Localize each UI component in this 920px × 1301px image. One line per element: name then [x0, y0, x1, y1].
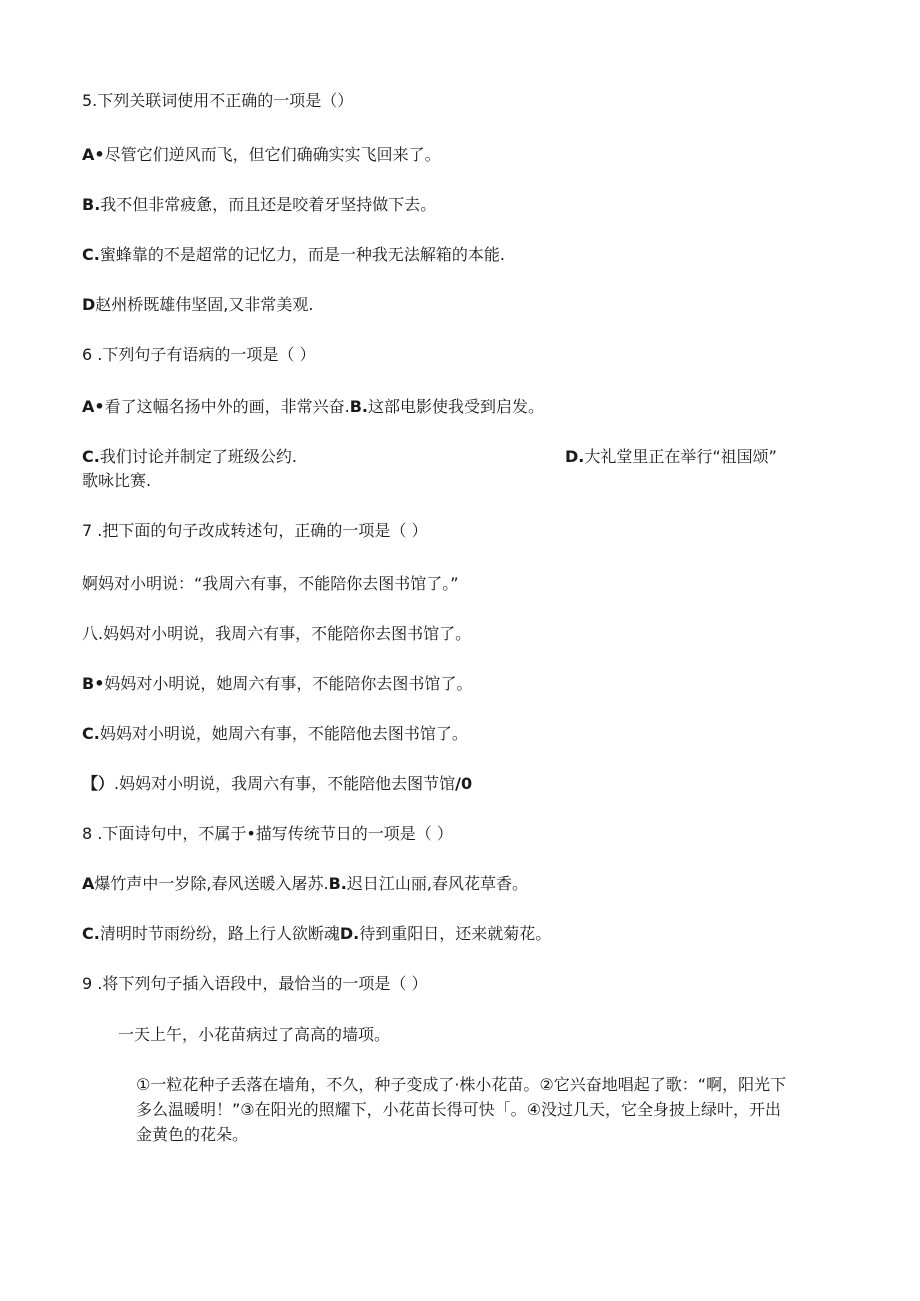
q7-stem: 7 .把下面的句子改成转述句，正确的一项是（ ） [82, 521, 428, 540]
q9-passage-line-2: 多么温暖明！”③在阳光的照耀下，小花苗长得可快「。④没过几天，它全身披上绿叶，开出 [136, 1100, 781, 1119]
q8-stem: 8 .下面诗句中，不属于•描写传统节日的一项是（ ） [82, 824, 453, 843]
q5-option-a: A•尽管它们逆风而飞，但它们确确实实飞回来了。 [82, 145, 441, 164]
q7-given-sentence: 婀妈对小明说：“我周六有事，不能陪你去图书馆了。” [82, 574, 459, 593]
q7-option-a: 八.妈妈对小明说，我周六有事，不能陪你去图书馆了。 [82, 624, 472, 643]
q7-option-c: C.妈妈对小明说，她周六有事，不能陪他去图书馆了。 [82, 724, 468, 743]
q9-stem: 9 .将下列句子插入语段中，最恰当的一项是（ ） [82, 974, 428, 993]
q6-option-d-continued: 歌咏比赛. [82, 471, 152, 490]
q9-passage-line-3: 金黄色的花朵。 [136, 1125, 249, 1144]
q5-stem: 5.下列关联词使用不正确的一项是（） [82, 91, 354, 110]
q5-option-c: C.蜜蜂靠的不是超常的记忆力，而是一种我无法解箱的本能. [82, 245, 505, 264]
q6-option-d: D.大礼堂里正在举行“祖国颂” [565, 447, 777, 466]
q8-options-ab: A爆竹声中一岁除,春风送暖入屠苏.B.迟日江山丽,春风花草香。 [82, 874, 528, 893]
q6-stem: 6 .下列句子有语病的一项是（ ） [82, 345, 316, 364]
q7-option-d: 【）.妈妈对小明说，我周六有事，不能陪他去图节馆/0 [82, 774, 473, 793]
q5-option-b: B.我不但非常疲惫，而且还是咬着牙坚持做下去。 [82, 195, 437, 214]
q8-options-cd: C.清明时节雨纷纷，路上行人欲断魂D.待到重阳日，还来就菊花。 [82, 924, 552, 943]
q9-insert-sentence: 一天上午，小花苗病过了高高的墙项。 [118, 1025, 391, 1044]
q6-option-c: C.我们讨论并制定了班级公约. [82, 447, 297, 466]
q7-option-b: B•妈妈对小明说，她周六有事，不能陪你去图书馆了。 [82, 674, 473, 693]
q5-option-d: D赵州桥既雄伟坚固,又非常美观. [82, 295, 314, 314]
q6-options-ab: A•看了这幅名扬中外的画，非常兴奋.B.这部电影使我受到启发。 [82, 397, 544, 416]
q9-passage-line-1: ①一粒花种子丢落在墙角，不久，种子变成了·株小花苗。②它兴奋地唱起了歌：“啊，阳光下 [136, 1075, 787, 1094]
